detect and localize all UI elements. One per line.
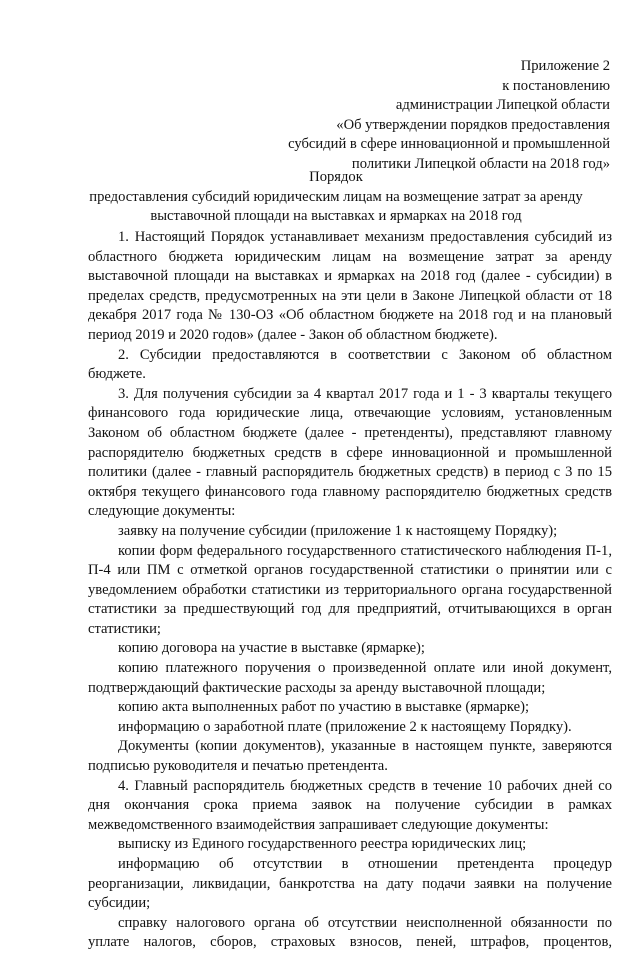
list-item: информацию о заработной плате (приложение 2 к настоящему Порядку). <box>118 718 572 735</box>
list-item: информацию об отсутствии в отношении претендента процедур реорганизации, ликвидации, банкротства на дату подачи заявки на получение субсидии; <box>88 856 612 912</box>
document-body <box>88 228 612 953</box>
appendix-line: Приложение 2 <box>520 58 610 74</box>
list-item: справку налогового органа об отсутствии неисполненной обязанности по уплате налогов, сборов, страховых взносов, пеней, штрафов, процентов, <box>88 914 612 951</box>
title-heading: Порядок <box>309 169 363 185</box>
list-item: копию платежного поручения о произведенной оплате или иной документ, подтверждающий фактические расходы за аренду выставочной площади; <box>88 660 612 696</box>
paragraph-2: 2. Субсидии предоставляются в соответствии с Законом об областном бюджете. <box>88 346 612 383</box>
appendix-line: к постановлению <box>502 77 610 94</box>
list-item: заявку на получение субсидии (приложение 1 к настоящему Порядку); <box>118 522 558 539</box>
title-subheading-line: предоставления субсидий юридическим лицам на возмещение затрат за аренду <box>89 188 583 205</box>
appendix-line: администрации Липецкой области <box>395 97 610 114</box>
document-title <box>60 168 612 227</box>
list-item: копию договора на участие в выставке (ярмарке); <box>118 640 425 657</box>
title-subheading-line: выставочной площади на выставках и ярмарках на 2018 год <box>150 208 522 225</box>
appendix-line: субсидий в сфере инновационной и промышленной <box>288 136 610 153</box>
list-item: копию акта выполненных работ по участию в выставке (ярмарке); <box>118 699 530 716</box>
paragraph-4: 4. Главный распорядитель бюджетных средств в течение 10 рабочих дней со дня окончания срока приема заявок на получение субсидии в рамках межведомственного взаимодействия запрашивает следующие документы: <box>88 777 612 833</box>
list-item: выписку из Единого государственного реестра юридических лиц; <box>118 836 527 853</box>
paragraph-1: 1. Настоящий Порядок устанавливает механизм предоставления субсидий из областного бюджета юридическим лицам на возмещение затрат за аренду выставочной площади на выставках и ярмарках на 2018 год (далее - субсидии) в пределах средств, предусмотренных на эти цели в Законе Липецкой области от 18 декабря 2017 года № 130-ОЗ «Об областном бюджете на 2018 год и на плановый период 2019 и 2020 годов» (далее - Закон об областном бюджете). <box>88 229 612 343</box>
paragraph-note: Документы (копии документов), указанные в настоящем пункте, заверяются подписью руководителя и печатью претендента. <box>88 738 612 775</box>
paragraph-3: 3. Для получения субсидии за 4 квартал 2017 года и 1 - 3 кварталы текущего финансового года юридические лица, отвечающие условиям, установленным Законом об областном бюджете (далее - претенденты), представляют главному распорядителю бюджетных средств в сфере инновационной и промышленной политики (далее - главный распорядитель бюджетных средств) в период с 3 по 15 октября текущего финансового года главному распорядителю бюджетных средств следующие документы: <box>88 385 612 520</box>
list-item: копии форм федерального государственного статистического наблюдения П-1, П-4 или ПМ с отметкой органов государственной статистики о принятии или с уведомлением обработки статистики из территориального органа государственной статистики за предшествующий год для предприятий, отчитывающихся в орган статистики; <box>88 542 612 637</box>
appendix-line: «Об утверждении порядков предоставления <box>336 116 610 133</box>
appendix-header <box>190 57 610 175</box>
appendix-line: политики Липецкой области на 2018 год» <box>351 155 610 172</box>
